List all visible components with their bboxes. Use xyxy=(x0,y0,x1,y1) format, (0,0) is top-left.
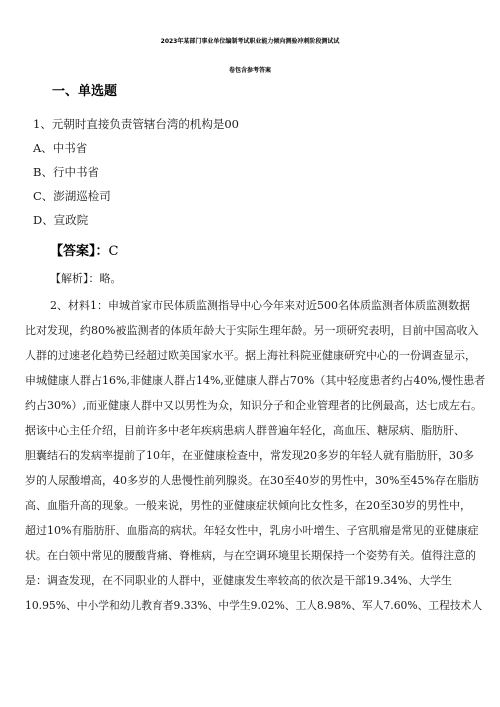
question-2-line: 是：调查发现，在不同职业的人群中，亚健康发生率较高的依次是干部19.34%、大学生 xyxy=(25,574,452,587)
question-2-line: 约占30%）,而亚健康人群中又以男性为众，知识分子和企业管理者的比例最高，达七成左右。 xyxy=(25,399,482,412)
question-1-stem: 1、元朝时直接负责管辖台湾的机构是00 xyxy=(33,117,239,131)
document-title-line-2: 卷包含参考答案 xyxy=(228,67,271,74)
question-2-line: 胆囊结石的发病率提前了10年，在亚健康检查中，常发现20多岁的年轻人就有脂肪肝，30多 xyxy=(25,449,474,462)
option-c: C、澎湖巡检司 xyxy=(33,189,111,203)
answer-value: C xyxy=(108,244,119,259)
option-a: A、中书省 xyxy=(33,141,88,155)
question-2-line: 岁的人尿酸增高，40多岁的人患慢性前列腺炎。在30至40岁的男性中，30%至45%存在脂肪 xyxy=(25,474,479,487)
section-heading: 一、单选题 xyxy=(52,84,118,99)
question-2-line: 高、血脂升高的现象。一般来说，男性的亚健康症状倾向比女性多，在20至30岁的男性中， xyxy=(25,499,471,512)
question-2-line: 超过10%有脂肪肝、血脂高的病状。年轻女性中，乳房小叶增生、子宫肌瘤是常见的亚健康症 xyxy=(25,524,479,537)
question-2-line: 10.95%、中小学和幼儿教育者9.33%、中学生9.02%、工人8.98%、军人7.60%、工程技术人 xyxy=(25,599,483,612)
option-b: B、行中书省 xyxy=(33,165,99,179)
question-2-line: 人群的过速老化趋势已经超过欧美国家水平。据上海社科院亚健康研究中心的一份调查显示， xyxy=(25,349,476,362)
question-2-line: 2、材料1：申城首家市民体质监测指导中心今年来对近500名体质监测者体质监测数据 xyxy=(50,299,470,312)
document-title-line-1: 2023年某部门事业单位编制考试职业能力倾向测验冲刺阶段测试试 xyxy=(160,38,340,45)
question-2-line: 比对发现，约80%被监测者的体质年龄大于实际生理年龄。另一项研究表明，目前中国高收入 xyxy=(25,324,479,337)
question-2-line: 据该中心主任介绍，目前许多中老年疾病患病人群普遍年轻化，高血压、糖尿病、脂肪肝、 xyxy=(25,424,465,437)
question-2-line: 申城健康人群占16%,非健康人群占14%,亚健康人群占70%（其中轻度患者约占40%,慢性患者 xyxy=(25,374,486,387)
answer-line xyxy=(50,244,118,260)
option-d: D、宣政院 xyxy=(33,213,89,227)
answer-label: 【答案】： xyxy=(50,244,109,259)
explanation: 【解析】：略。 xyxy=(50,272,122,285)
question-2-line: 状。在白领中常见的腰酸背痛、脊椎病，与在空调环境里长期保持一个姿势有关。值得注意的 xyxy=(25,549,476,562)
